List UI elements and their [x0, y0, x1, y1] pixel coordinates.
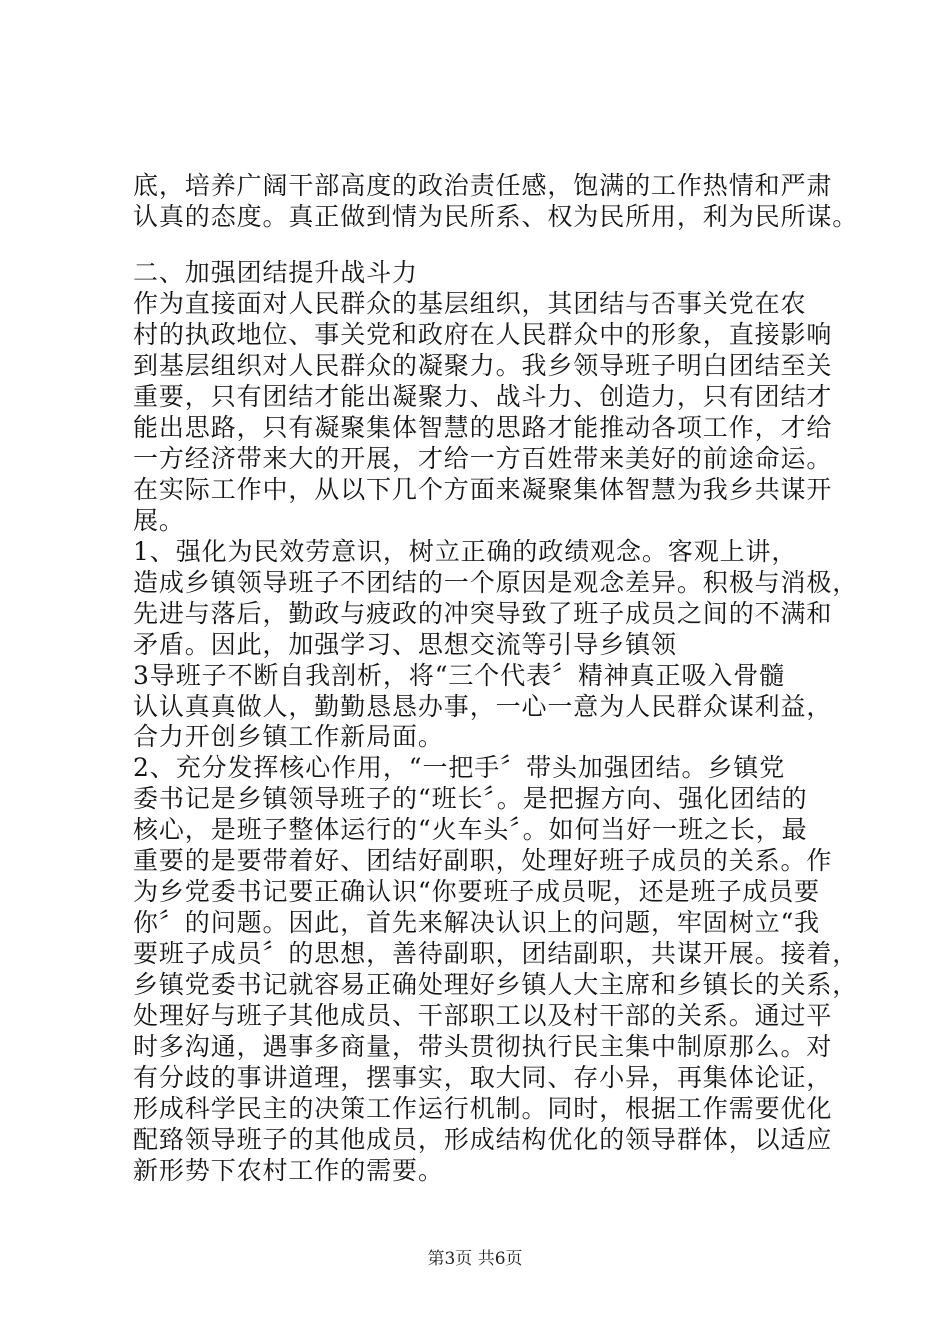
- text-line: 时多沟通，遇事多商量，带头贯彻执行民主集中制原那么。对: [133, 1032, 833, 1061]
- text-line: 在实际工作中，从以下几个方面来凝聚集体智慧为我乡共谋开: [133, 475, 833, 504]
- text-line: 你〞的问题。因此，首先来解决认识上的问题，牢固树立“我: [133, 908, 821, 937]
- text-line: 乡镇党委书记就容易正确处理好乡镇人大主席和乡镇长的关系，: [133, 970, 859, 999]
- text-line: 为乡党委书记要正确认识“你要班子成员呢，还是班子成员要: [133, 877, 821, 906]
- text-line: 3导班子不断自我剖析，将“三个代表〞精神真正吸入骨髓: [133, 661, 786, 690]
- text-line: 委书记是乡镇领导班子的“班长〞。是把握方向、强化团结的: [133, 784, 808, 813]
- text-line: 村的执政地位、事关党和政府在人民群众中的形象，直接影响: [133, 320, 833, 349]
- text-line: 矛盾。因此，加强学习、思想交流等引导乡镇领: [133, 630, 677, 659]
- text-line: 核心，是班子整体运行的“火车头〞。如何当好一班之长，最: [133, 815, 808, 844]
- text-line: 底，培养广阔干部高度的政治责任感，饱满的工作热情和严肃: [133, 171, 833, 200]
- page-number-footer: 第3页 共6页: [427, 1249, 523, 1269]
- text-line: 有分歧的事讲道理，摆事实，取大同、存小异，再集体论证，: [133, 1063, 833, 1092]
- text-line: 合力开创乡镇工作新局面。: [133, 722, 444, 751]
- text-line: 处理好与班子其他成员、干部职工以及村干部的关系。通过平: [133, 1001, 833, 1030]
- text-line: 先进与落后，勤政与疲政的冲突导致了班子成员之间的不满和: [133, 599, 833, 628]
- section-heading: 二、加强团结提升战斗力: [133, 258, 418, 287]
- text-line: 重要的是要带着好、团结好副职，处理好班子成员的关系。作: [133, 846, 833, 875]
- text-line: 形成科学民主的决策工作运行机制。同时，根据工作需要优化: [133, 1094, 833, 1123]
- text-line: 1、强化为民效劳意识，树立正确的政绩观念。客观上讲，: [133, 537, 798, 566]
- text-line: 到基层组织对人民群众的凝聚力。我乡领导班子明白团结至关: [133, 351, 833, 380]
- text-line: 认认真真做人，勤勤恳恳办事，一心一意为人民群众谋利益，: [133, 692, 833, 721]
- text-line: 一方经济带来大的开展，才给一方百姓带来美好的前途命运。: [133, 444, 833, 473]
- text-line: 新形势下农村工作的需要。: [133, 1156, 444, 1185]
- text-line: 能出思路，只有凝聚集体智慧的思路才能推动各项工作，才给: [133, 413, 833, 442]
- text-line: 作为直接面对人民群众的基层组织，其团结与否事关党在农: [133, 289, 807, 318]
- text-line: 认真的态度。真正做到情为民所系、权为民所用，利为民所谋。: [133, 202, 859, 231]
- text-line: 2、充分发挥核心作用，“一把手〞带头加强团结。乡镇党: [133, 753, 786, 782]
- text-line: 配臵领导班子的其他成员，形成结构优化的领导群体，以适应: [133, 1125, 833, 1154]
- text-line: 重要，只有团结才能出凝聚力、战斗力、创造力，只有团结才: [133, 382, 833, 411]
- text-line: 要班子成员〞的思想，善待副职，团结副职，共谋开展。接着，: [133, 939, 859, 968]
- text-line: 展。: [133, 506, 185, 535]
- text-line: 造成乡镇领导班子不团结的一个原因是观念差异。积极与消极，: [133, 568, 859, 597]
